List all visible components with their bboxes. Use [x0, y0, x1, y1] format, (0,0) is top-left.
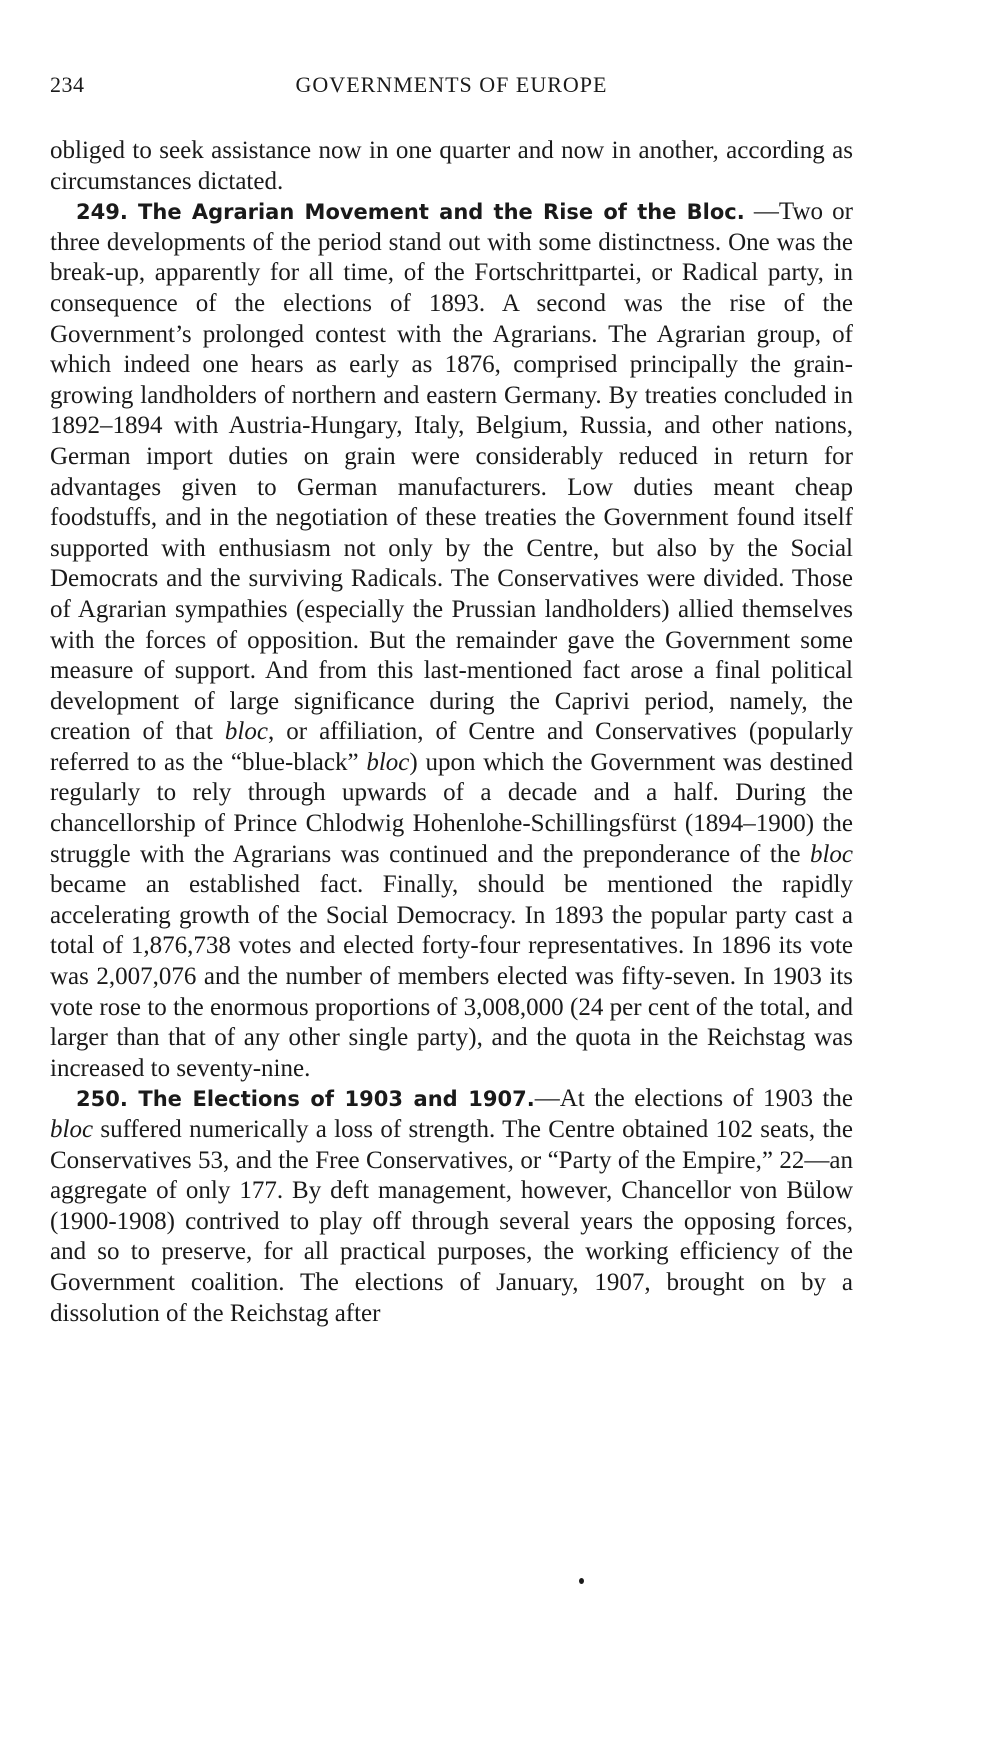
running-header: [50, 72, 853, 102]
section-249-heading: 249. The Agrarian Movement and the Rise of the Bloc.: [76, 200, 745, 225]
section-249-text-3: ) upon which the Government was destined regularly to rely through upwards of a decade and a half. During the chancellorship of Prince Chlodwig Hohenlohe-Schillingsfürst (1894–1900) the struggle with the Agrarians was continued and the preponderance of the: [50, 748, 853, 868]
body-text: [50, 136, 853, 1329]
section-249-italic-2: bloc: [366, 748, 410, 776]
section-249-text-2: , or affiliation, of Centre and Conservatives (popularly referred to as the “blue-black”: [50, 718, 853, 776]
section-249-text-4: became an established fact. Finally, should be mentioned the rapidly accelerating growth of the Social Democracy. In 1893 the popular party cast a total of 1,876,738 votes and elected forty-four representatives. In 1896 its vote was 2,007,076 and the number of members elected was fifty-seven. In 1903 its vote rose to the enormous proportions of 3,008,000 (24 per cent of the total, and larger than that of any other single party), and the quota in the Reichstag was increased to seventy-nine.: [50, 871, 853, 1082]
ink-dot-mark: [579, 1578, 584, 1584]
section-250-italic-1: bloc: [50, 1116, 94, 1143]
page-number: 234: [50, 72, 85, 97]
section-249-paragraph: [50, 197, 853, 1084]
section-249-italic-3: bloc: [809, 840, 853, 868]
section-249-text-1: —Two or three developments of the period stand out with some distinctness. One was the break-up, apparently for all time, of the Fortschrittpartei, or Radical party, in consequence of the elections of 1893. A second was the rise of the Government’s prolonged contest with the Agrarians. The Agrarian group, of which indeed one hears as early as 1876, comprised principally the grain-growing landholders of northern and eastern Germany. By treaties concluded in 1892–1894 with Austria-Hungary, Italy, Belgium, Russia, and other nations, German import duties on grain were considerably reduced in return for advantages given to German manufacturers. Low duties meant cheap foodstuffs, and in the negotiation of these treaties the Government found itself supported with enthusiasm not only by the Centre, but also by the Social Democrats and the surviving Radicals. The Conservatives were divided. Those of Agrarian sympathies (especially the Prussian landholders) allied themselves with the forces of opposition. But the remainder gave the Government some measure of support. And from this last-mentioned fact arose a final political development of large significance during the Caprivi period, namely, the creation of that: [50, 198, 854, 746]
book-page: [50, 72, 853, 1329]
section-249-italic-1: bloc: [224, 718, 268, 746]
section-250-text-2: suffered numerically a loss of strength. The Centre obtained 102 seats, the Conservatives 53, and the Free Conservatives, or “Party of the Empire,” 22—an aggregate of only 177. By deft management, however, Chancellor von Bülow (1900-1908) contrived to play off through several years the opposing forces, and so to preserve, for all practical purposes, the working efficiency of the Government coalition. The elections of January, 1907, brought on by a dissolution of the Reichstag after: [50, 1116, 853, 1327]
section-250-text-1: —At the elections of 1903 the: [534, 1085, 853, 1113]
section-250-heading: 250. The Elections of 1903 and 1907.: [76, 1087, 535, 1112]
running-title: GOVERNMENTS OF EUROPE: [295, 72, 608, 97]
section-250-paragraph: [50, 1084, 853, 1329]
continuation-paragraph: obliged to seek assistance now in one quarter and now in another, according as circumstances dictated.: [50, 137, 853, 195]
